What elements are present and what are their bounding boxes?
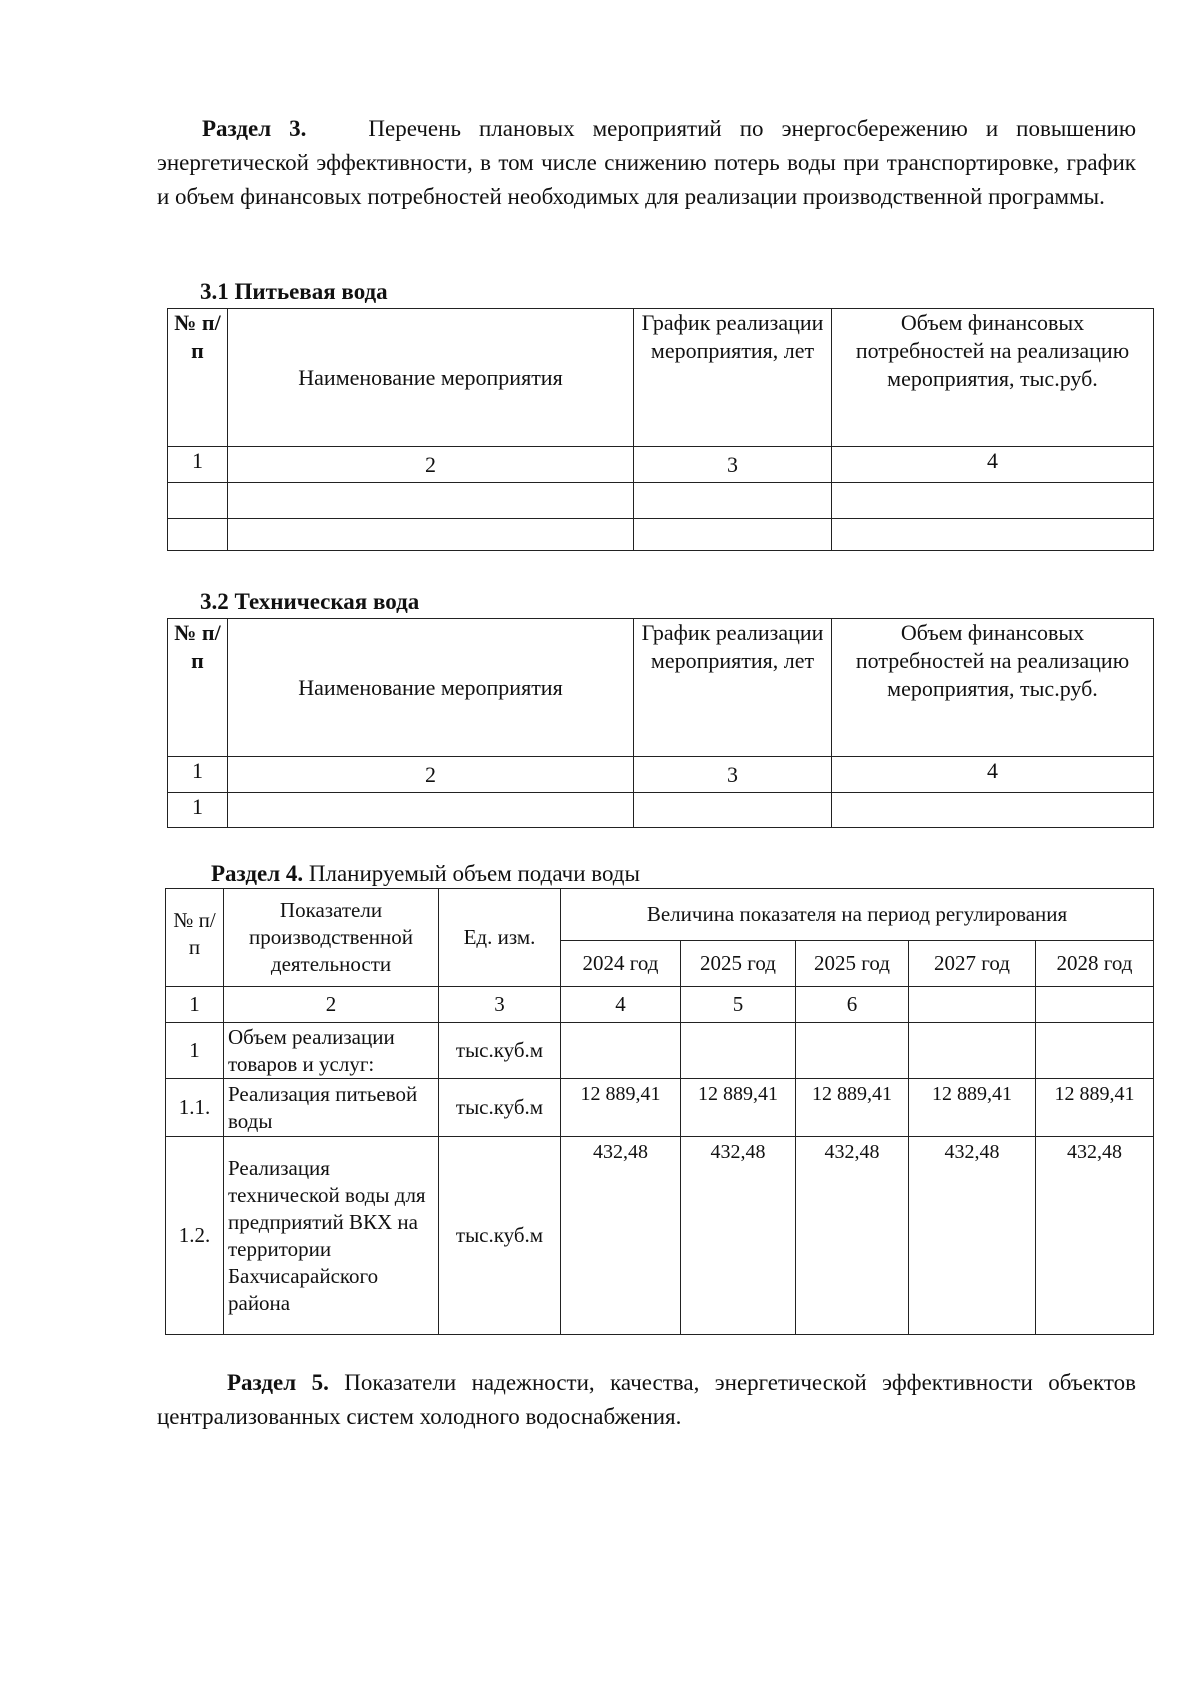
sub31-empty-cell: [634, 483, 832, 519]
section4-index-cell: 3: [439, 987, 561, 1023]
sub31-title: 3.1 Питьевая вода: [200, 279, 388, 304]
section4-year-header: 2028 год: [1036, 941, 1154, 987]
sub32-table: [167, 618, 1154, 828]
section4-table: [165, 888, 1154, 1335]
sub32-empty-cell: [228, 793, 634, 828]
section4-value-cell: [796, 1023, 909, 1079]
section4-row-unit: тыс.куб.м: [439, 1137, 561, 1335]
sub32-title: 3.2 Техническая вода: [200, 589, 420, 614]
section4-value-cell: [561, 1023, 681, 1079]
section4-row-name: Реализация технической воды для предприятий ВКХ на территории Бахчисарайского района: [224, 1137, 439, 1335]
sub32-index-cell: 2: [228, 757, 634, 793]
section4-value-cell: [681, 1023, 796, 1079]
sub31-empty-cell: [832, 483, 1154, 519]
section4-row-num: 1: [166, 1023, 224, 1079]
section4-value-cell: 432,48: [561, 1137, 681, 1335]
section4-row-unit: тыс.куб.м: [439, 1079, 561, 1137]
section4-year-header: 2027 год: [909, 941, 1036, 987]
section4-value-cell: [909, 1023, 1036, 1079]
sub32-header-num: № п/п: [168, 619, 228, 757]
sub31-empty-cell: [228, 483, 634, 519]
section4-value-cell: 12 889,41: [1036, 1079, 1154, 1137]
sub32-header-schedule: График реализации мероприятия, лет: [634, 619, 832, 757]
section4-heading: [211, 861, 640, 887]
section4-value-cell: 12 889,41: [561, 1079, 681, 1137]
section4-header-unit: Ед. изм.: [439, 889, 561, 987]
section4-row-name: Реализация питьевой воды: [224, 1079, 439, 1137]
sub31-empty-cell: [228, 519, 634, 551]
section4-header-num: № п/п: [166, 889, 224, 987]
section4-value-cell: 432,48: [909, 1137, 1036, 1335]
section4-value-cell: 432,48: [681, 1137, 796, 1335]
section4-header-indicators: Показатели производственной деятельности: [224, 889, 439, 987]
section4-index-cell: 2: [224, 987, 439, 1023]
sub31-empty-cell: [634, 519, 832, 551]
section4-value-cell: 12 889,41: [909, 1079, 1036, 1137]
section4-label: Раздел 4.: [211, 861, 304, 886]
sub31-empty-cell: [168, 483, 228, 519]
section4-year-header: 2025 год: [796, 941, 909, 987]
sub31-index-cell: 2: [228, 447, 634, 483]
sub31-index-cell: 3: [634, 447, 832, 483]
sub31-index-cell: 1: [168, 447, 228, 483]
sub31-empty-cell: [832, 519, 1154, 551]
section4-index-cell: [1036, 987, 1154, 1023]
section5-text: Показатели надежности, качества, энергетической эффективности объектов централизованных систем холодного водоснабжения.: [157, 1370, 1136, 1429]
section4-index-cell: 1: [166, 987, 224, 1023]
section4-row-num: 1.1.: [166, 1079, 224, 1137]
sub31-table: [167, 308, 1154, 551]
sub32-index-cell: 4: [832, 757, 1154, 793]
sub31-index-cell: 4: [832, 447, 1154, 483]
section4-value-cell: 432,48: [796, 1137, 909, 1335]
section3-text: Перечень плановых мероприятий по энергосбережению и повышению энергетической эффективности, в том числе снижению потерь воды при транспортировке, график и объем финансовых потребностей необходимых для реализации производственной программы.: [157, 116, 1137, 209]
section4-title: Планируемый объем подачи воды: [308, 861, 640, 886]
sub31-empty-cell: [168, 519, 228, 551]
sub31-header-name: Наименование мероприятия: [228, 309, 634, 447]
sub31-header-schedule: График реализации мероприятия, лет: [634, 309, 832, 447]
sub32-header-name: Наименование мероприятия: [228, 619, 634, 757]
sub32-empty-cell: [634, 793, 832, 828]
section4-index-cell: 4: [561, 987, 681, 1023]
section4-year-header: 2025 год: [681, 941, 796, 987]
sub32-row-num: 1: [168, 793, 228, 828]
sub31-header-volume: Объем финансовых потребностей на реализацию мероприятия, тыс.руб.: [832, 309, 1154, 447]
section4-value-cell: 432,48: [1036, 1137, 1154, 1335]
section4-index-cell: [909, 987, 1036, 1023]
sub32-header-volume: Объем финансовых потребностей на реализацию мероприятия, тыс.руб.: [832, 619, 1154, 757]
section4-row-unit: тыс.куб.м: [439, 1023, 561, 1079]
sub32-index-cell: 1: [168, 757, 228, 793]
section3-paragraph: [157, 112, 1136, 214]
sub32-empty-cell: [832, 793, 1154, 828]
section4-row-num: 1.2.: [166, 1137, 224, 1335]
section4-value-cell: 12 889,41: [681, 1079, 796, 1137]
section5-label: Раздел 5.: [227, 1370, 329, 1395]
section4-index-cell: 6: [796, 987, 909, 1023]
section4-header-period: Величина показателя на период регулирования: [561, 889, 1154, 941]
sub31-header-num: № п/п: [168, 309, 228, 447]
section4-value-cell: 12 889,41: [796, 1079, 909, 1137]
section3-label: Раздел 3.: [202, 116, 307, 141]
sub32-index-cell: 3: [634, 757, 832, 793]
section4-value-cell: [1036, 1023, 1154, 1079]
section4-row-name: Объем реализации товаров и услуг:: [224, 1023, 439, 1079]
section4-year-header: 2024 год: [561, 941, 681, 987]
section5-paragraph: [157, 1366, 1136, 1434]
section4-index-cell: 5: [681, 987, 796, 1023]
